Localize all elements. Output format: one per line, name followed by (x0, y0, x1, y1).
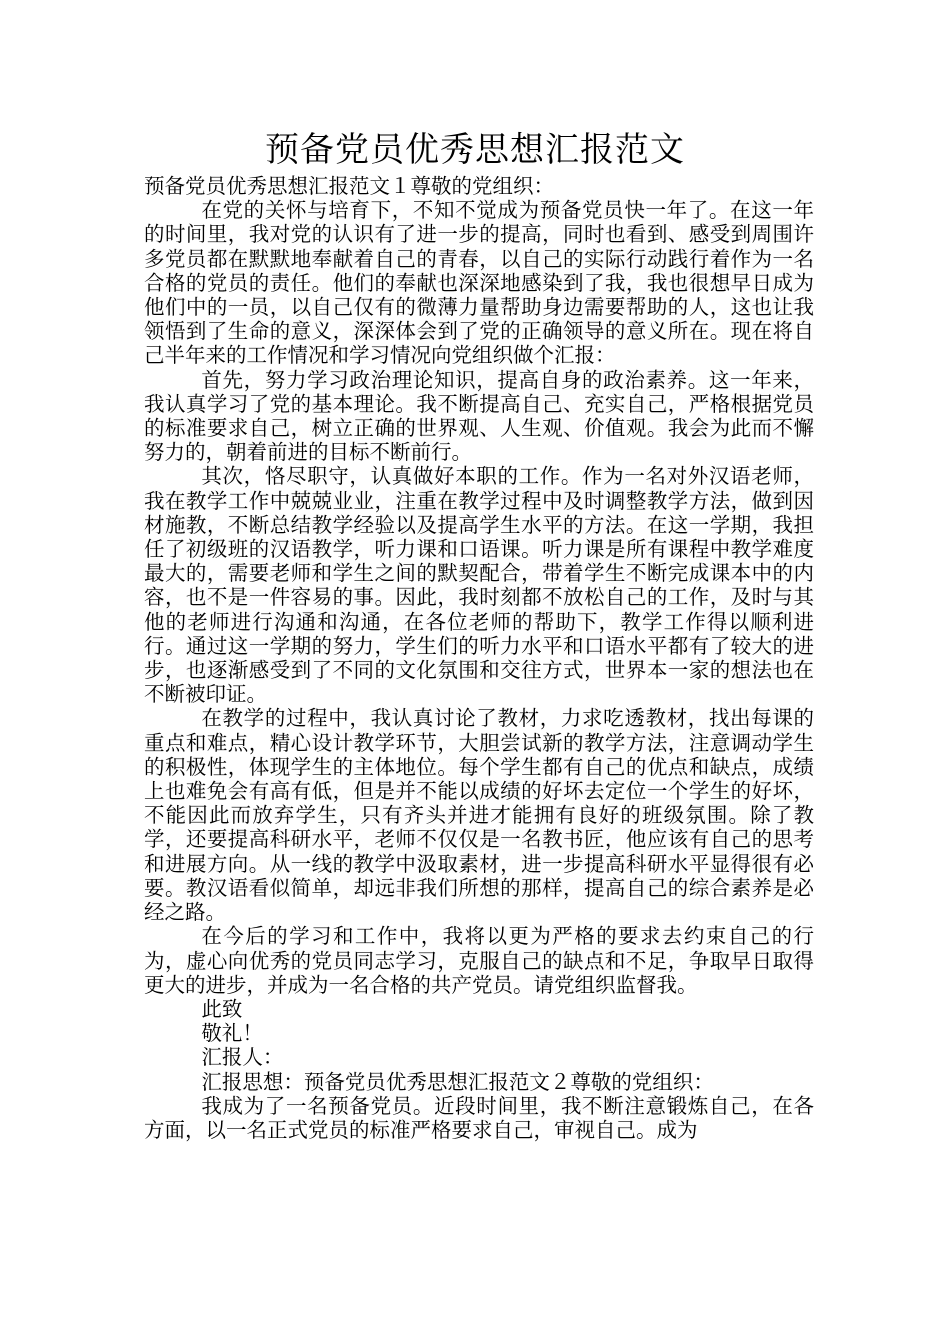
second-report-heading: 汇报思想：预备党员优秀思想汇报范文２尊敬的党组织： (201, 1069, 714, 1094)
closing-reporter: 汇报人： (201, 1045, 284, 1070)
paragraph-1: 在党的关怀与培育下，不知不觉成为预备党员快一年了。在这一年的时间里，我对党的认识有了进一步的提高，同时也看到、感受到周围许多党员都在默默地奉献着自己的青春，以自己的实际行动践行着作为一名合格的党员的责任。他们的奉献也深深地感染到了我，我也很想早日成为他们中的一员，以自己仅有的微薄力量帮助身边需要帮助的人，这也让我领悟到了生命的意义，深深体会到了党的正确领导的意义所在。现在将自己半年来的工作情况和学习情况向党组织做个汇报： (144, 198, 814, 368)
paragraph-5: 在今后的学习和工作中，我将以更为严格的要求去约束自己的行为，虚心向优秀的党员同志学习，克服自己的缺点和不足，争取早日取得更大的进步，并成为一名合格的共产党员。请党组织监督我。 (144, 924, 814, 997)
continuation-paragraph: 我成为了一名预备党员。近段时间里，我不断注意锻炼自己，在各方面，以一名正式党员的标准严格要求自己，审视自己。成为 (144, 1093, 814, 1142)
document-title: 预备党员优秀思想汇报范文 (265, 130, 685, 170)
document-body (144, 174, 814, 1142)
paragraph-4: 在教学的过程中，我认真讨论了教材，力求吃透教材，找出每课的重点和难点，精心设计教学环节，大胆尝试新的教学方法，注意调动学生的积极性，体现学生的主体地位。每个学生都有自己的优点和缺点，成绩上也难免会有高有低，但是并不能以成绩的好坏去定位一个学生的好坏，不能因此而放弃学生，只有齐头并进才能拥有良好的班级氛围。除了教学，还要提高科研水平，老师不仅仅是一名教书匠，他应该有自己的思考和进展方向。从一线的教学中汲取素材，进一步提高科研水平显得很有必要。教汉语看似简单，却远非我们所想的那样，提高自己的综合素养是必经之路。 (144, 706, 814, 925)
closing-respect: 敬礼！ (201, 1021, 263, 1046)
paragraph-3: 其次，恪尽职守，认真做好本职的工作。作为一名对外汉语老师，我在教学工作中兢兢业业，注重在教学过程中及时调整教学方法，做到因材施教，不断总结教学经验以及提高学生水平的方法。在这一学期，我担任了初级班的汉语教学，听力课和口语课。听力课是所有课程中教学难度最大的，需要老师和学生之间的默契配合，带着学生不断完成课本中的内容，也不是一件容易的事。因此，我时刻都不放松自己的工作，及时与其他的老师进行沟通和沟通，在各位老师的帮助下，教学工作得以顺利进行。通过这一学期的努力，学生们的听力水平和口语水平都有了较大的进步，也逐渐感受到了不同的文化氛围和交往方式，世界本一家的想法也在不断被印证。 (144, 464, 814, 707)
paragraph-2: 首先，努力学习政治理论知识，提高自身的政治素养。这一年来，我认真学习了党的基本理论。我不断提高自己、充实自己，严格根据党员的标准要求自己，树立正确的世界观、人生观、价值观。我会为此而不懈努力的，朝着前进的目标不断前行。 (144, 367, 814, 465)
closing-salutation: 此致 (201, 996, 243, 1021)
intro-line: 预备党员优秀思想汇报范文１尊敬的党组织： (144, 174, 554, 198)
